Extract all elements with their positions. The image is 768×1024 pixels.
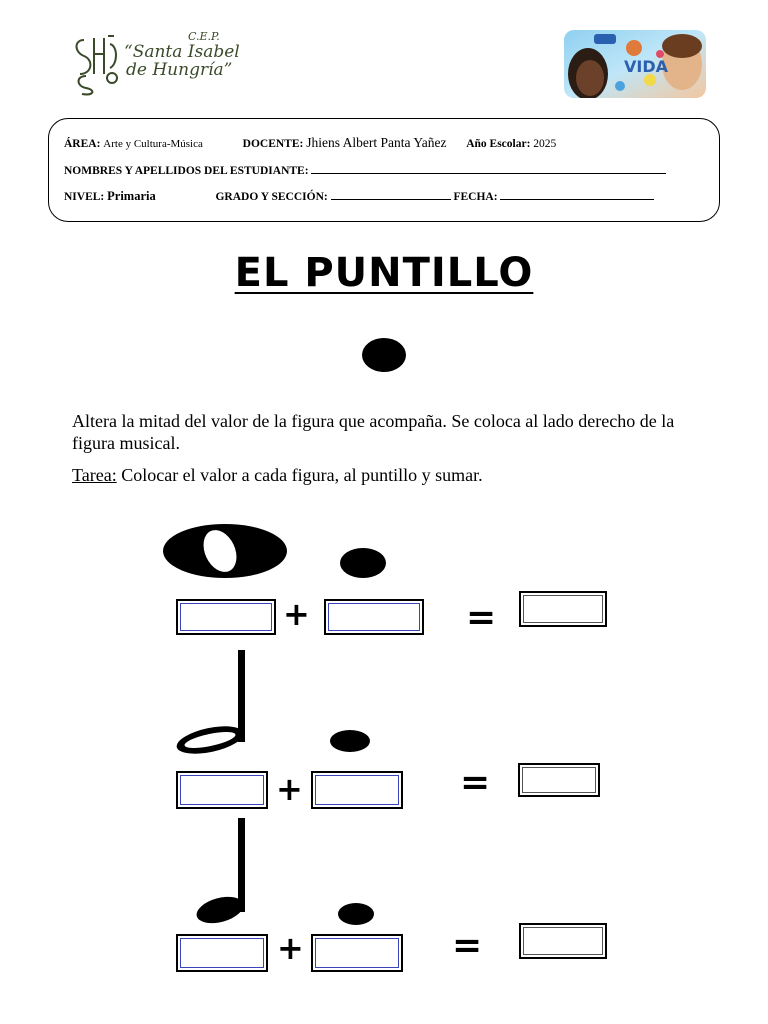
banner-image bbox=[564, 30, 706, 98]
logo-school-name-line1: “Santa Isabel bbox=[124, 42, 240, 62]
teacher-label: DOCENTE: bbox=[242, 138, 304, 150]
half-note-icon bbox=[174, 650, 254, 754]
student-info-box bbox=[48, 118, 720, 222]
dot-value-box[interactable] bbox=[311, 934, 403, 972]
info-row-area bbox=[64, 135, 556, 151]
level-label: NIVEL: bbox=[64, 191, 105, 203]
year-label: Año Escolar: bbox=[466, 138, 531, 150]
info-row-level bbox=[64, 189, 654, 204]
area-label: ÁREA: bbox=[64, 138, 101, 150]
definition-text: Altera la mitad del valor de la figura que acompaña. Se coloca al lado derecho de la figura musical. bbox=[72, 411, 675, 453]
task-instruction bbox=[72, 465, 712, 486]
level-value: Primaria bbox=[107, 189, 156, 203]
dot-symbol-icon bbox=[362, 338, 406, 372]
equals-sign: = bbox=[460, 762, 491, 803]
teacher-value: Jhiens Albert Panta Yañez bbox=[306, 135, 447, 150]
whole-note-icon bbox=[160, 522, 290, 580]
plus-sign: + bbox=[276, 770, 303, 808]
student-name-field[interactable] bbox=[311, 163, 666, 174]
page-title bbox=[0, 250, 768, 296]
logo-school-name-line2: de Hungría” bbox=[126, 60, 233, 80]
dot-icon bbox=[330, 730, 370, 752]
area-value: Arte y Cultura-Música bbox=[103, 138, 203, 150]
plus-sign: + bbox=[283, 595, 310, 633]
school-logo bbox=[70, 30, 240, 96]
task-label: Tarea: bbox=[72, 465, 117, 485]
banner-text: VIDA bbox=[624, 57, 668, 76]
equals-sign: = bbox=[466, 597, 497, 638]
grade-section-label: GRADO Y SECCIÓN: bbox=[215, 191, 328, 203]
student-name-label: NOMBRES Y APELLIDOS DEL ESTUDIANTE: bbox=[64, 165, 309, 177]
result-box[interactable] bbox=[518, 763, 600, 797]
grade-section-field[interactable] bbox=[331, 189, 451, 200]
note-value-box[interactable] bbox=[176, 934, 268, 972]
note-value-box[interactable] bbox=[176, 771, 268, 809]
quarter-note-icon bbox=[196, 818, 256, 928]
dot-value-box[interactable] bbox=[324, 599, 424, 635]
page-title-text: EL PUNTILLO bbox=[234, 250, 534, 296]
date-field[interactable] bbox=[500, 189, 654, 200]
dot-icon bbox=[340, 548, 386, 578]
result-box[interactable] bbox=[519, 923, 607, 959]
dot-icon bbox=[338, 903, 374, 925]
dot-value-box[interactable] bbox=[311, 771, 403, 809]
date-label: FECHA: bbox=[453, 191, 498, 203]
logo-cep-text: C.E.P. bbox=[188, 30, 220, 43]
plus-sign: + bbox=[277, 929, 304, 967]
equals-sign: = bbox=[452, 925, 483, 966]
result-box[interactable] bbox=[519, 591, 607, 627]
year-value: 2025 bbox=[533, 138, 557, 150]
school-monogram-icon bbox=[70, 34, 126, 96]
task-text: Colocar el valor a cada figura, al puntillo y sumar. bbox=[116, 465, 483, 485]
note-value-box[interactable] bbox=[176, 599, 276, 635]
info-row-student bbox=[64, 163, 666, 177]
